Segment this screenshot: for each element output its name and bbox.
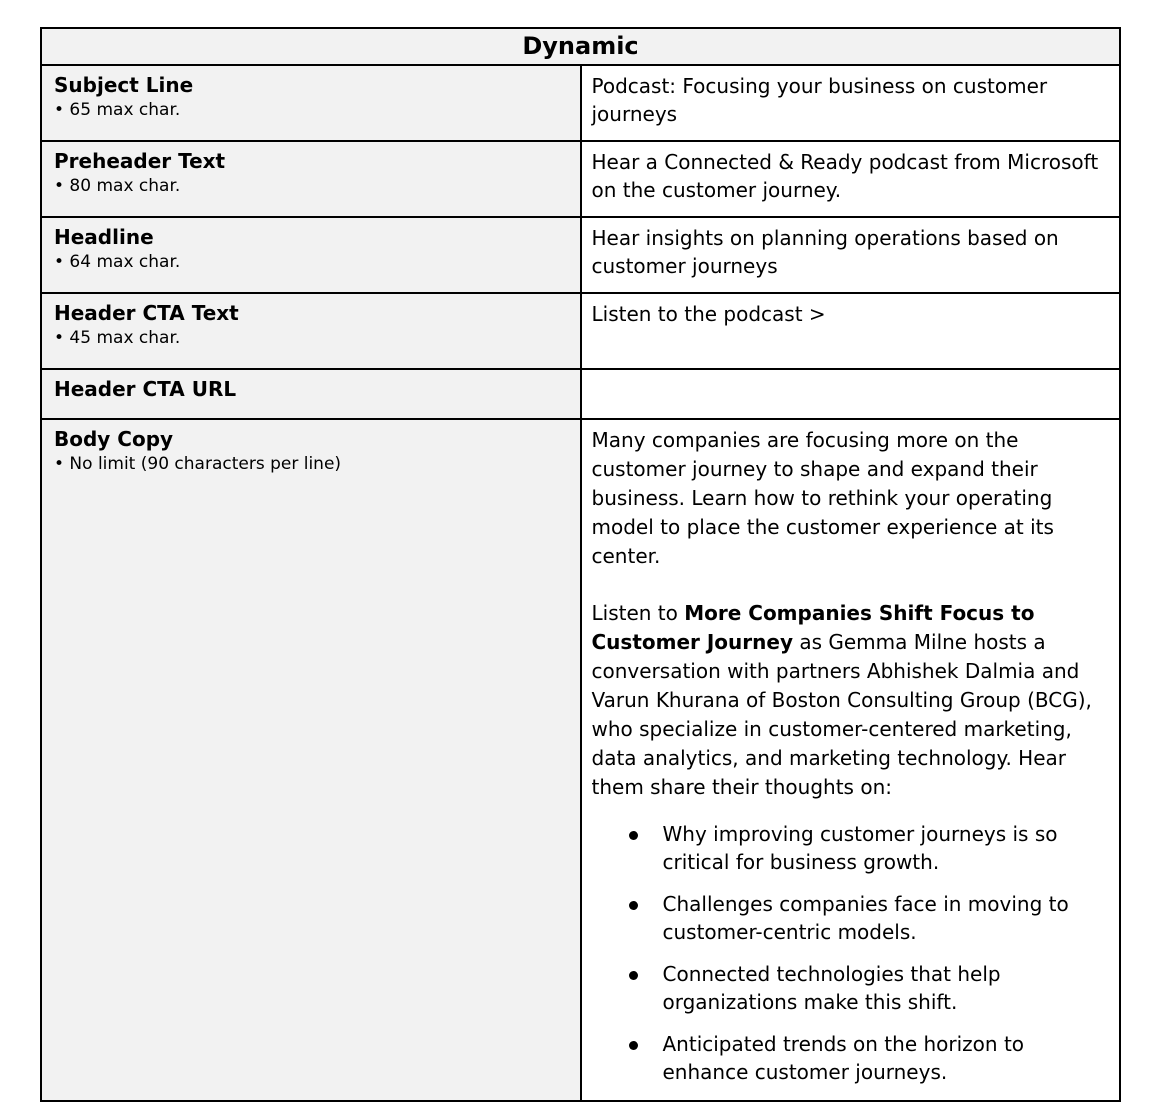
bullet-icon — [629, 901, 638, 910]
list-item — [592, 960, 1110, 1016]
body-paragraph — [592, 599, 1110, 802]
table-row-preheader-text — [41, 141, 1120, 217]
list-item-text: Why improving customer journeys is so critical for business growth. — [662, 822, 1058, 874]
paragraph-text: Listen to — [591, 601, 685, 625]
table-title: Dynamic — [41, 28, 1120, 65]
list-item-text: Connected technologies that help organizations make this shift. — [662, 962, 1001, 1014]
field-label: Preheader Text — [54, 149, 226, 173]
field-limit-note: • 65 max char. — [54, 100, 181, 120]
field-value: Listen to the podcast > — [581, 293, 1121, 369]
bullet-list — [592, 820, 1110, 1086]
field-label: Header CTA Text — [54, 301, 239, 325]
bullet-icon — [629, 831, 638, 840]
field-value-empty[interactable] — [581, 369, 1121, 419]
email-spec-table — [40, 27, 1121, 1102]
label-cell — [41, 293, 581, 369]
field-label: Body Copy — [54, 427, 174, 451]
label-cell — [41, 217, 581, 293]
body-copy-content — [581, 419, 1121, 1101]
label-cell — [41, 369, 581, 419]
table-row-headline — [41, 217, 1120, 293]
list-item-text: Anticipated trends on the horizon to enhance customer journeys. — [662, 1032, 1025, 1084]
field-value: Hear insights on planning operations based on customer journeys — [581, 217, 1121, 293]
paragraph-text: as Gemma Milne hosts a conversation with partners Abhishek Dalmia and Varun Khurana of Boston Consulting Group (BCG), who specialize in customer-centered marketing, data analytics, and marketing technology. Hear them share their thoughts on: — [591, 630, 1092, 799]
label-cell — [41, 419, 581, 1101]
table-row-header-cta-url — [41, 369, 1120, 419]
field-limit-note: • 64 max char. — [54, 252, 181, 272]
field-value: Hear a Connected & Ready podcast from Microsoft on the customer journey. — [581, 141, 1121, 217]
bullet-icon — [629, 1041, 638, 1050]
table-row-subject-line — [41, 65, 1120, 141]
list-item — [592, 820, 1110, 876]
title-row — [41, 28, 1120, 65]
body-paragraph: Many companies are focusing more on the customer journey to shape and expand their business. Learn how to rethink your operating model to place the customer experience at its center. — [591, 428, 1054, 568]
field-label: Headline — [54, 225, 154, 249]
list-item-text: Challenges companies face in moving to customer-centric models. — [662, 892, 1069, 944]
label-cell — [41, 65, 581, 141]
field-limit-note: • 80 max char. — [54, 176, 181, 196]
field-limit-note: • 45 max char. — [54, 328, 181, 348]
field-limit-note: • No limit (90 characters per line) — [54, 454, 342, 474]
table-row-header-cta-text — [41, 293, 1120, 369]
list-item — [592, 890, 1110, 946]
field-label: Subject Line — [54, 73, 194, 97]
label-cell — [41, 141, 581, 217]
table-row-body-copy — [41, 419, 1120, 1101]
field-label: Header CTA URL — [54, 377, 237, 401]
list-item — [592, 1030, 1110, 1086]
podcast-title: More Companies Shift Focus to Customer Journey — [591, 601, 1035, 654]
field-value: Podcast: Focusing your business on customer journeys — [581, 65, 1121, 141]
bullet-icon — [629, 971, 638, 980]
